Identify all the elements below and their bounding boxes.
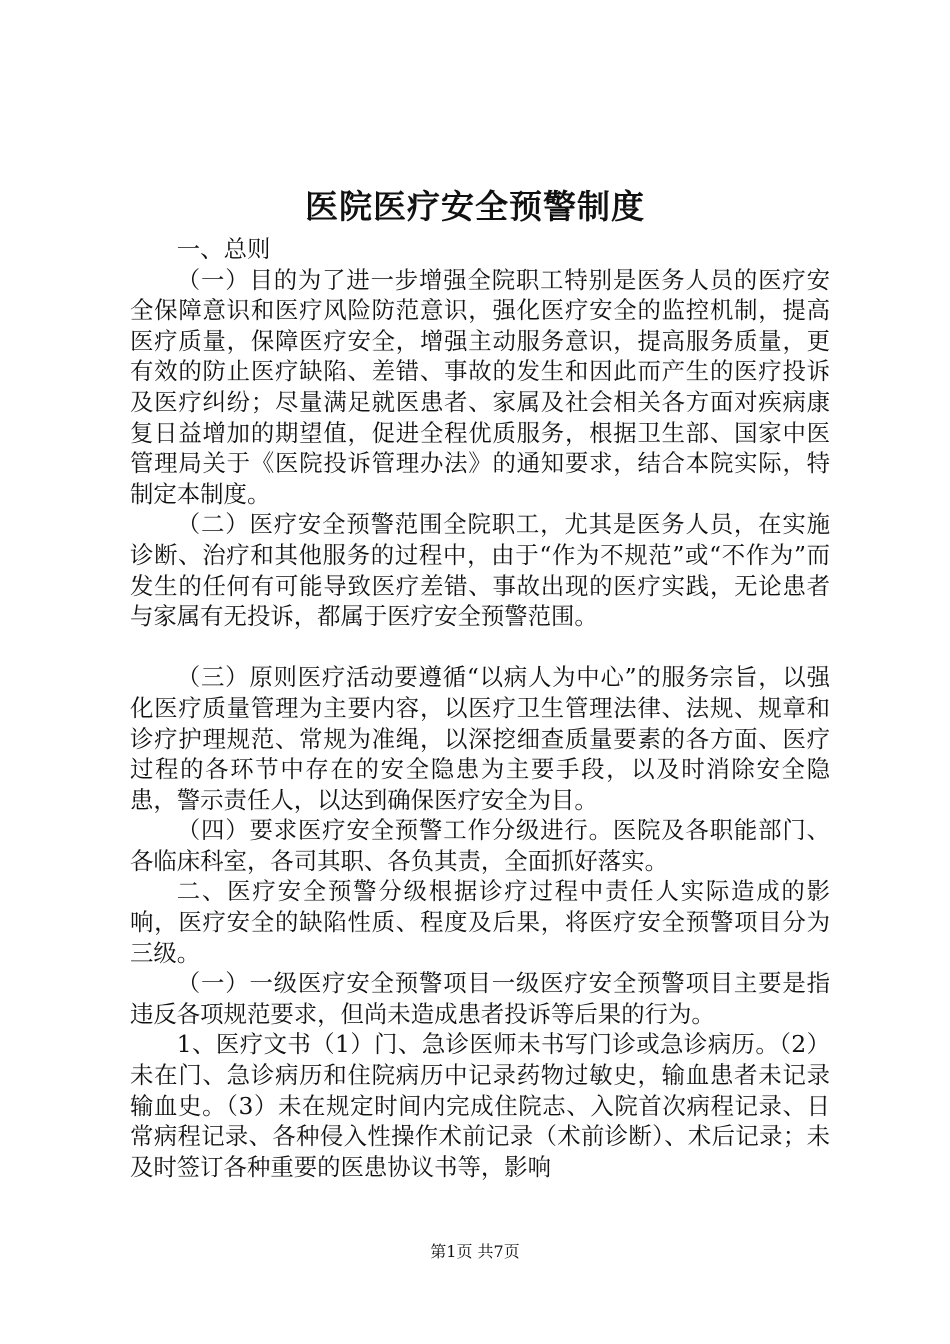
page-number: 第1页	[430, 1242, 473, 1261]
paragraph: （二）医疗安全预警范围全院职工，尤其是医务人员，在实施诊断、治疗和其他服务的过程中，由于“作为不规范”或“不作为”而发生的任何有可能导致医疗差错、事故出现的医疗实践，无论患者与家属有无投诉，都属于医疗安全预警范围。	[130, 510, 830, 631]
document-title: 医院医疗安全预警制度	[305, 187, 645, 226]
paragraph: （三）原则医疗活动要遵循“以病人为中心”的服务宗旨，以强化医疗质量管理为主要内容，以医疗卫生管理法律、法规、规章和诊疗护理规范、常规为准绳，以深挖细查质量要素的各方面、医疗过程的各环节中存在的安全隐患为主要手段，以及时消除安全隐患，警示责任人，以达到确保医疗安全为目。	[130, 663, 830, 814]
paragraph: （一）一级医疗安全预警项目一级医疗安全预警项目主要是指违反各项规范要求，但尚未造成患者投诉等后果的行为。	[130, 969, 830, 1028]
page-footer	[0, 1240, 950, 1264]
paragraph: （四）要求医疗安全预警工作分级进行。医院及各职能部门、各临床科室，各司其职、各负其责，全面抓好落实。	[130, 816, 830, 875]
section-heading: 一、总则	[176, 235, 271, 263]
paragraph: 二、医疗安全预警分级根据诊疗过程中责任人实际造成的影响，医疗安全的缺陷性质、程度及后果，将医疗安全预警项目分为三级。	[130, 877, 830, 967]
paragraph: （一）目的为了进一步增强全院职工特别是医务人员的医疗安全保障意识和医疗风险防范意识，强化医疗安全的监控机制，提高医疗质量，保障医疗安全，增强主动服务意识，提高服务质量，更有效的防止医疗缺陷、差错、事故的发生和因此而产生的医疗投诉及医疗纠纷；尽量满足就医患者、家属及社会相关各方面对疾病康复日益增加的期望值，促进全程优质服务，根据卫生部、国家中医管理局关于《医院投诉管理办法》的通知要求，结合本院实际，特制定本制度。	[130, 265, 830, 508]
page-total: 共7页	[477, 1242, 520, 1261]
document-body	[130, 234, 830, 1182]
paragraph: 1、医疗文书（1）门、急诊医师未书写门诊或急诊病历。（2）未在门、急诊病历和住院病历中记录药物过敏史，输血患者未记录输血史。（3）未在规定时间内完成住院志、入院首次病程记录、日常病程记录、各种侵入性操作术前记录（术前诊断）、术后记录；未及时签订各种重要的医患协议书等，影响	[130, 1030, 830, 1181]
